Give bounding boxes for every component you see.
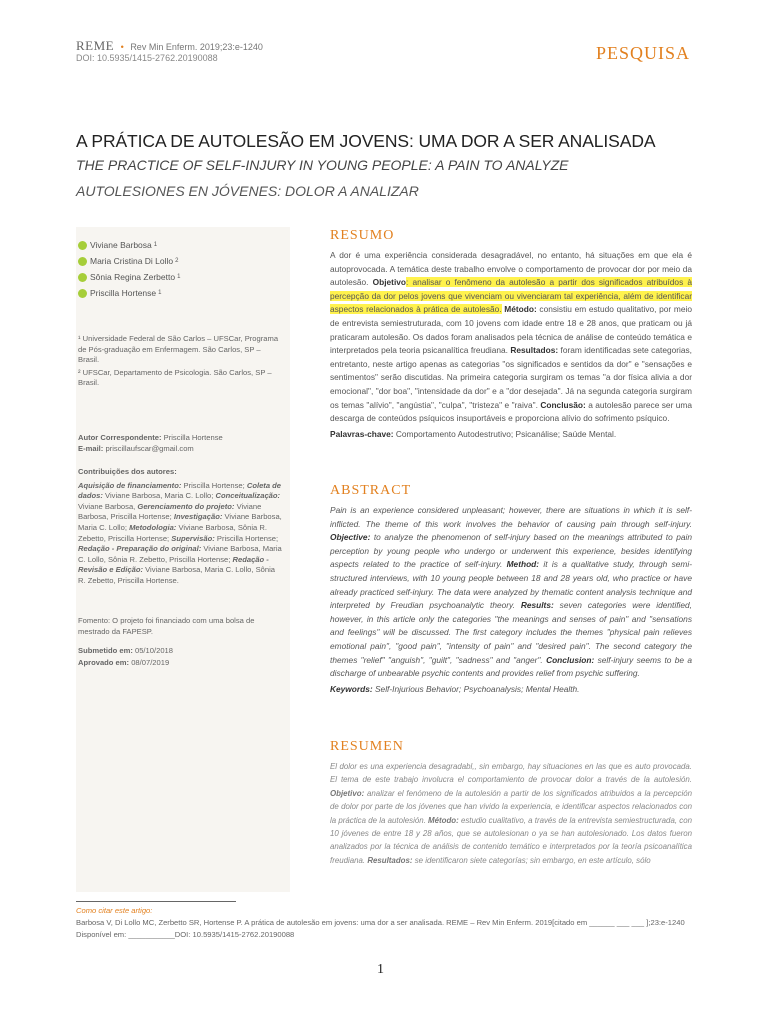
resumo-keywords-text: Comportamento Autodestrutivo; Psicanálise; Saúde Mental. <box>395 428 617 439</box>
contributions-text <box>78 481 282 587</box>
approved-date: 08/07/2019 <box>131 657 170 667</box>
contribution-role: Redação - Revisão e Edição: <box>78 554 269 575</box>
affiliations <box>78 334 282 391</box>
author-affiliation-mark: 1 <box>158 290 162 296</box>
author-item <box>78 253 288 269</box>
abstract-method-label: Method: <box>506 559 540 570</box>
contribution-people: Viviane Barbosa, Maria C. Lollo; <box>105 491 214 501</box>
contribution-role: Redação - Preparação do original: <box>78 544 202 554</box>
author-affiliation-mark: 2 <box>175 258 179 264</box>
journal-name: REME <box>76 38 115 53</box>
title-portuguese: A PRÁTICA DE AUTOLESÃO EM JOVENS: UMA DOR A SER ANALISADA <box>76 131 656 151</box>
resumen-method-label: Método: <box>428 815 459 825</box>
author-name: Maria Cristina Di Lollo <box>90 256 174 266</box>
resumo-body <box>330 249 692 441</box>
contribution-people: Viviane Barbosa, Sônia R. Zebetto, Priscilla Hortense; <box>78 522 267 543</box>
contribution-people: Viviane Barbosa, Maria C. Lollo, Sônia R. Zebetto, Priscilla Hortense. <box>78 565 275 585</box>
orcid-icon[interactable] <box>78 241 87 250</box>
resumo-conclusion-label: Conclusão: <box>540 399 586 410</box>
resumo-heading: RESUMO <box>330 228 395 243</box>
resumo-conclusion: a autolesão parece ser uma descarga de conteúdos psíquicos insuportáveis e proporciona alívio do sofrimento psíquico. <box>330 399 692 424</box>
header-bullet: • <box>120 42 124 52</box>
abstract-intro: Pain is an experience considered unpleasant; however, there are situations in which it is self-inflicted. The theme of this work involves the behavior of causing pain through self-injury. <box>330 505 692 529</box>
abstract-body <box>330 504 692 696</box>
submission-dates <box>78 645 282 668</box>
citation-label: Como citar este artigo: <box>76 906 153 915</box>
citation-divider <box>76 901 236 902</box>
contribution-role: Metodologia: <box>129 522 177 532</box>
abstract-heading: ABSTRACT <box>330 483 412 498</box>
abstract-keywords-text: Self-Injurious Behavior; Psychoanalysis; Mental Health. <box>374 683 580 694</box>
abstract-keywords-label: Keywords: <box>330 683 373 694</box>
abstract-results: seven categories were identified, however, in this article only the categories "the meanings and senses of pain" and "sensations and feelings" will be discussed. The first category includes the themes "physical pain relieves emotional pain", "good pain", "intensity of pain" and "desired pain". The second category the themes "relief" "anguish", "guilt", "sadness" and "anger". <box>330 600 692 665</box>
resumo-objective-label: Objetivo <box>372 277 407 288</box>
contribution-role: Gerenciamento do projeto: <box>137 501 235 511</box>
resumen-body <box>330 760 692 867</box>
corresponding-author: Priscilla Hortense <box>163 433 223 442</box>
resumen-results: se identificaron siete categorías; sin embargo, en este artículo, sólo <box>414 855 651 865</box>
resumen-objective: analizar el fenómeno de la autolesión a partir de los significados atribuidos a la percepción de dolor por parte de los jóvenes que han vivido la experiencia, e identificar aspectos relacionados con la práctica de la autolesión. <box>330 788 692 825</box>
orcid-icon[interactable] <box>78 289 87 298</box>
resumen-results-label: Resultados: <box>367 855 413 865</box>
funding-note: Fomento: O projeto foi financiado com uma bolsa de mestrado da FAPESP. <box>78 616 255 636</box>
contribution-role: Coleta de dados: <box>78 480 282 501</box>
orcid-icon[interactable] <box>78 257 87 266</box>
author-affiliation-mark: 1 <box>177 274 181 280</box>
corresponding-author-label: Autor Correspondente: <box>78 433 162 442</box>
resumo-results-label: Resultados: <box>510 345 559 356</box>
abstract-conclusion: self-injury seems to be a discharge of unbearable psychic contents and provides relief from psychic suffering. <box>330 654 692 679</box>
journal-header <box>76 38 263 54</box>
author-name: Sônia Regina Zerbetto <box>90 272 176 282</box>
contribution-people: Viviane Barbosa, <box>78 501 136 511</box>
author-list <box>78 237 288 301</box>
contribution-role: Investigação: <box>173 512 223 522</box>
resumen-heading: RESUMEN <box>330 739 404 754</box>
author-item <box>78 269 288 285</box>
contribution-people: Viviane Barbosa, Maria C. Lollo, Sônia R. Zebetto, Priscilla Hortense; <box>78 544 282 564</box>
journal-citation: Rev Min Enferm. 2019;23:e-1240 <box>130 42 263 52</box>
submitted-date: 05/10/2018 <box>134 646 173 655</box>
resumo-keywords <box>330 428 692 442</box>
abstract-results-label: Results: <box>520 600 554 611</box>
resumo-results: foram identificadas sete categorias, entretanto, neste artigo apenas as categorias "os significados e sentidos da dor" e "sensações e sentimentos" serão discutidas. Na primeira categoria surgiram os temas "a dor física alivia a dor emocional", "dor boa", "intensidade da dor" e a "dor desejada". Já na segunda categoria surgiram os temas "alívio", "angústia", "culpa", "tristeza" e "raiva". <box>330 345 693 410</box>
section-label: PESQUISA <box>595 43 690 63</box>
contribution-role: Supervisão: <box>171 533 215 543</box>
abstract-keywords <box>330 683 692 697</box>
affiliation-1: ¹ Universidade Federal de São Carlos – UFSCar, Programa de Pós-graduação em Enfermagem. São Carlos, SP – Brasil. <box>78 334 279 365</box>
resumen-objective-label: Objetivo: <box>330 788 365 798</box>
abstract-objective-label: Objective: <box>330 532 371 543</box>
corresponding-email: priscillaufscar@gmail.com <box>105 443 194 453</box>
author-name: Priscilla Hortense <box>90 288 157 298</box>
author-affiliation-mark: 1 <box>153 242 158 248</box>
approved-label: Aprovado em: <box>78 657 130 667</box>
contributions-heading: Contribuições dos autores: <box>78 467 177 476</box>
contribution-people: Priscilla Hortense; <box>216 533 279 543</box>
title-english: THE PRACTICE OF SELF-INJURY IN YOUNG PEOPLE: A PAIN TO ANALYZE <box>76 157 569 173</box>
contribution-role: Aquisição de financiamento: <box>78 480 182 490</box>
contribution-role: Conceitualização: <box>215 491 281 501</box>
citation-text: Barbosa V, Di Lollo MC, Zerbetto SR, Hortense P. A prática de autolesão em jovens: uma dor a ser analisada. REME – Rev Min Enferm. 2019[citado em ______ ___ ___ ];23:e-1240 Disponível em: ___________DOI: 10.5935/1415-2762.20190088 <box>76 918 685 939</box>
orcid-icon[interactable] <box>78 273 87 282</box>
contribution-people: Viviane Barbosa, Priscilla Hortense; <box>78 501 262 522</box>
author-item <box>78 285 288 301</box>
abstract-method: it is a qualitative study, through semi-structured interviews, with 10 young people between 18 and 28 years old, who practice or have already practiced self-injury. The data were analyzed by thematic content analysis technique and interpreted by Freudian psychoanalytic theory. <box>330 559 693 611</box>
resumen-intro: El dolor es una experiencia desagradabl,, sin embargo, hay situaciones en las que es auto provocada. El tema de este trabajo involucra el comportamiento de provocar dolor a través de la autolesión. <box>330 762 692 785</box>
resumo-intro: A dor é uma experiência considerada desagradável, no entanto, há situações em que ela é autoprovocada. A temática deste trabalho envolve o comportamento de provocar dor por meio da autolesão. <box>330 250 692 288</box>
resumo-objective-highlight: : analisar o fenômeno da autolesão a partir dos significados atribuídos à percepção da dor pelos jovens que vivenciam ou vivenciaram tal experiência, além de identificar aspectos relacionados à prática de autolesão. <box>330 277 692 315</box>
resumo-method-label: Método: <box>504 304 537 315</box>
contribution-people: Priscilla Hortense; <box>183 480 245 490</box>
resumen-method: estudio cualitativo, a través de la entrevista semiestructurada, con 10 jóvenes de entre 18 y 28 años, que se autolesionan o ya se han autolesionado. Los datos fueron analizados por la técnica de análisis de contenido temático e interpretados por la teoría psicoanalítica freudiana. <box>330 815 692 865</box>
abstract-objective: to analyze the phenomenon of self-injury based on the meanings attributed to pain perception by young people who undergo or underwent this experience, besides identifying aspects related to the practice of self-injury. <box>330 532 692 570</box>
author-item <box>78 237 288 253</box>
email-label: E-mail: <box>78 443 104 453</box>
page-number: 1 <box>377 962 384 977</box>
abstract-conclusion-label: Conclusion: <box>546 654 595 665</box>
author-contributions <box>78 467 282 587</box>
resumo-keywords-label: Palavras-chave: <box>330 428 394 439</box>
correspondence <box>78 433 282 454</box>
author-name: Viviane Barbosa <box>90 240 152 250</box>
title-spanish: AUTOLESIONES EN JÓVENES: DOLOR A ANALIZAR <box>76 183 419 199</box>
affiliation-2: ² UFSCar, Departamento de Psicologia. São Carlos, SP – Brasil. <box>78 367 272 388</box>
contribution-people: Viviane Barbosa, Maria C. Lollo; <box>78 512 282 532</box>
header-doi: DOI: 10.5935/1415-2762.20190088 <box>76 53 218 63</box>
resumo-method: consistiu em estudo qualitativo, por meio de entrevista semiestruturada, com 10 jovens com idade entre 18 e 28 anos, que praticam ou já praticaram autolesão. Os dados foram analisados pela técnica de análise de conteúdo temática e interpretados pela teoria psicanalítica freudiana. <box>330 304 692 356</box>
submitted-label: Submetido em: <box>78 646 133 655</box>
